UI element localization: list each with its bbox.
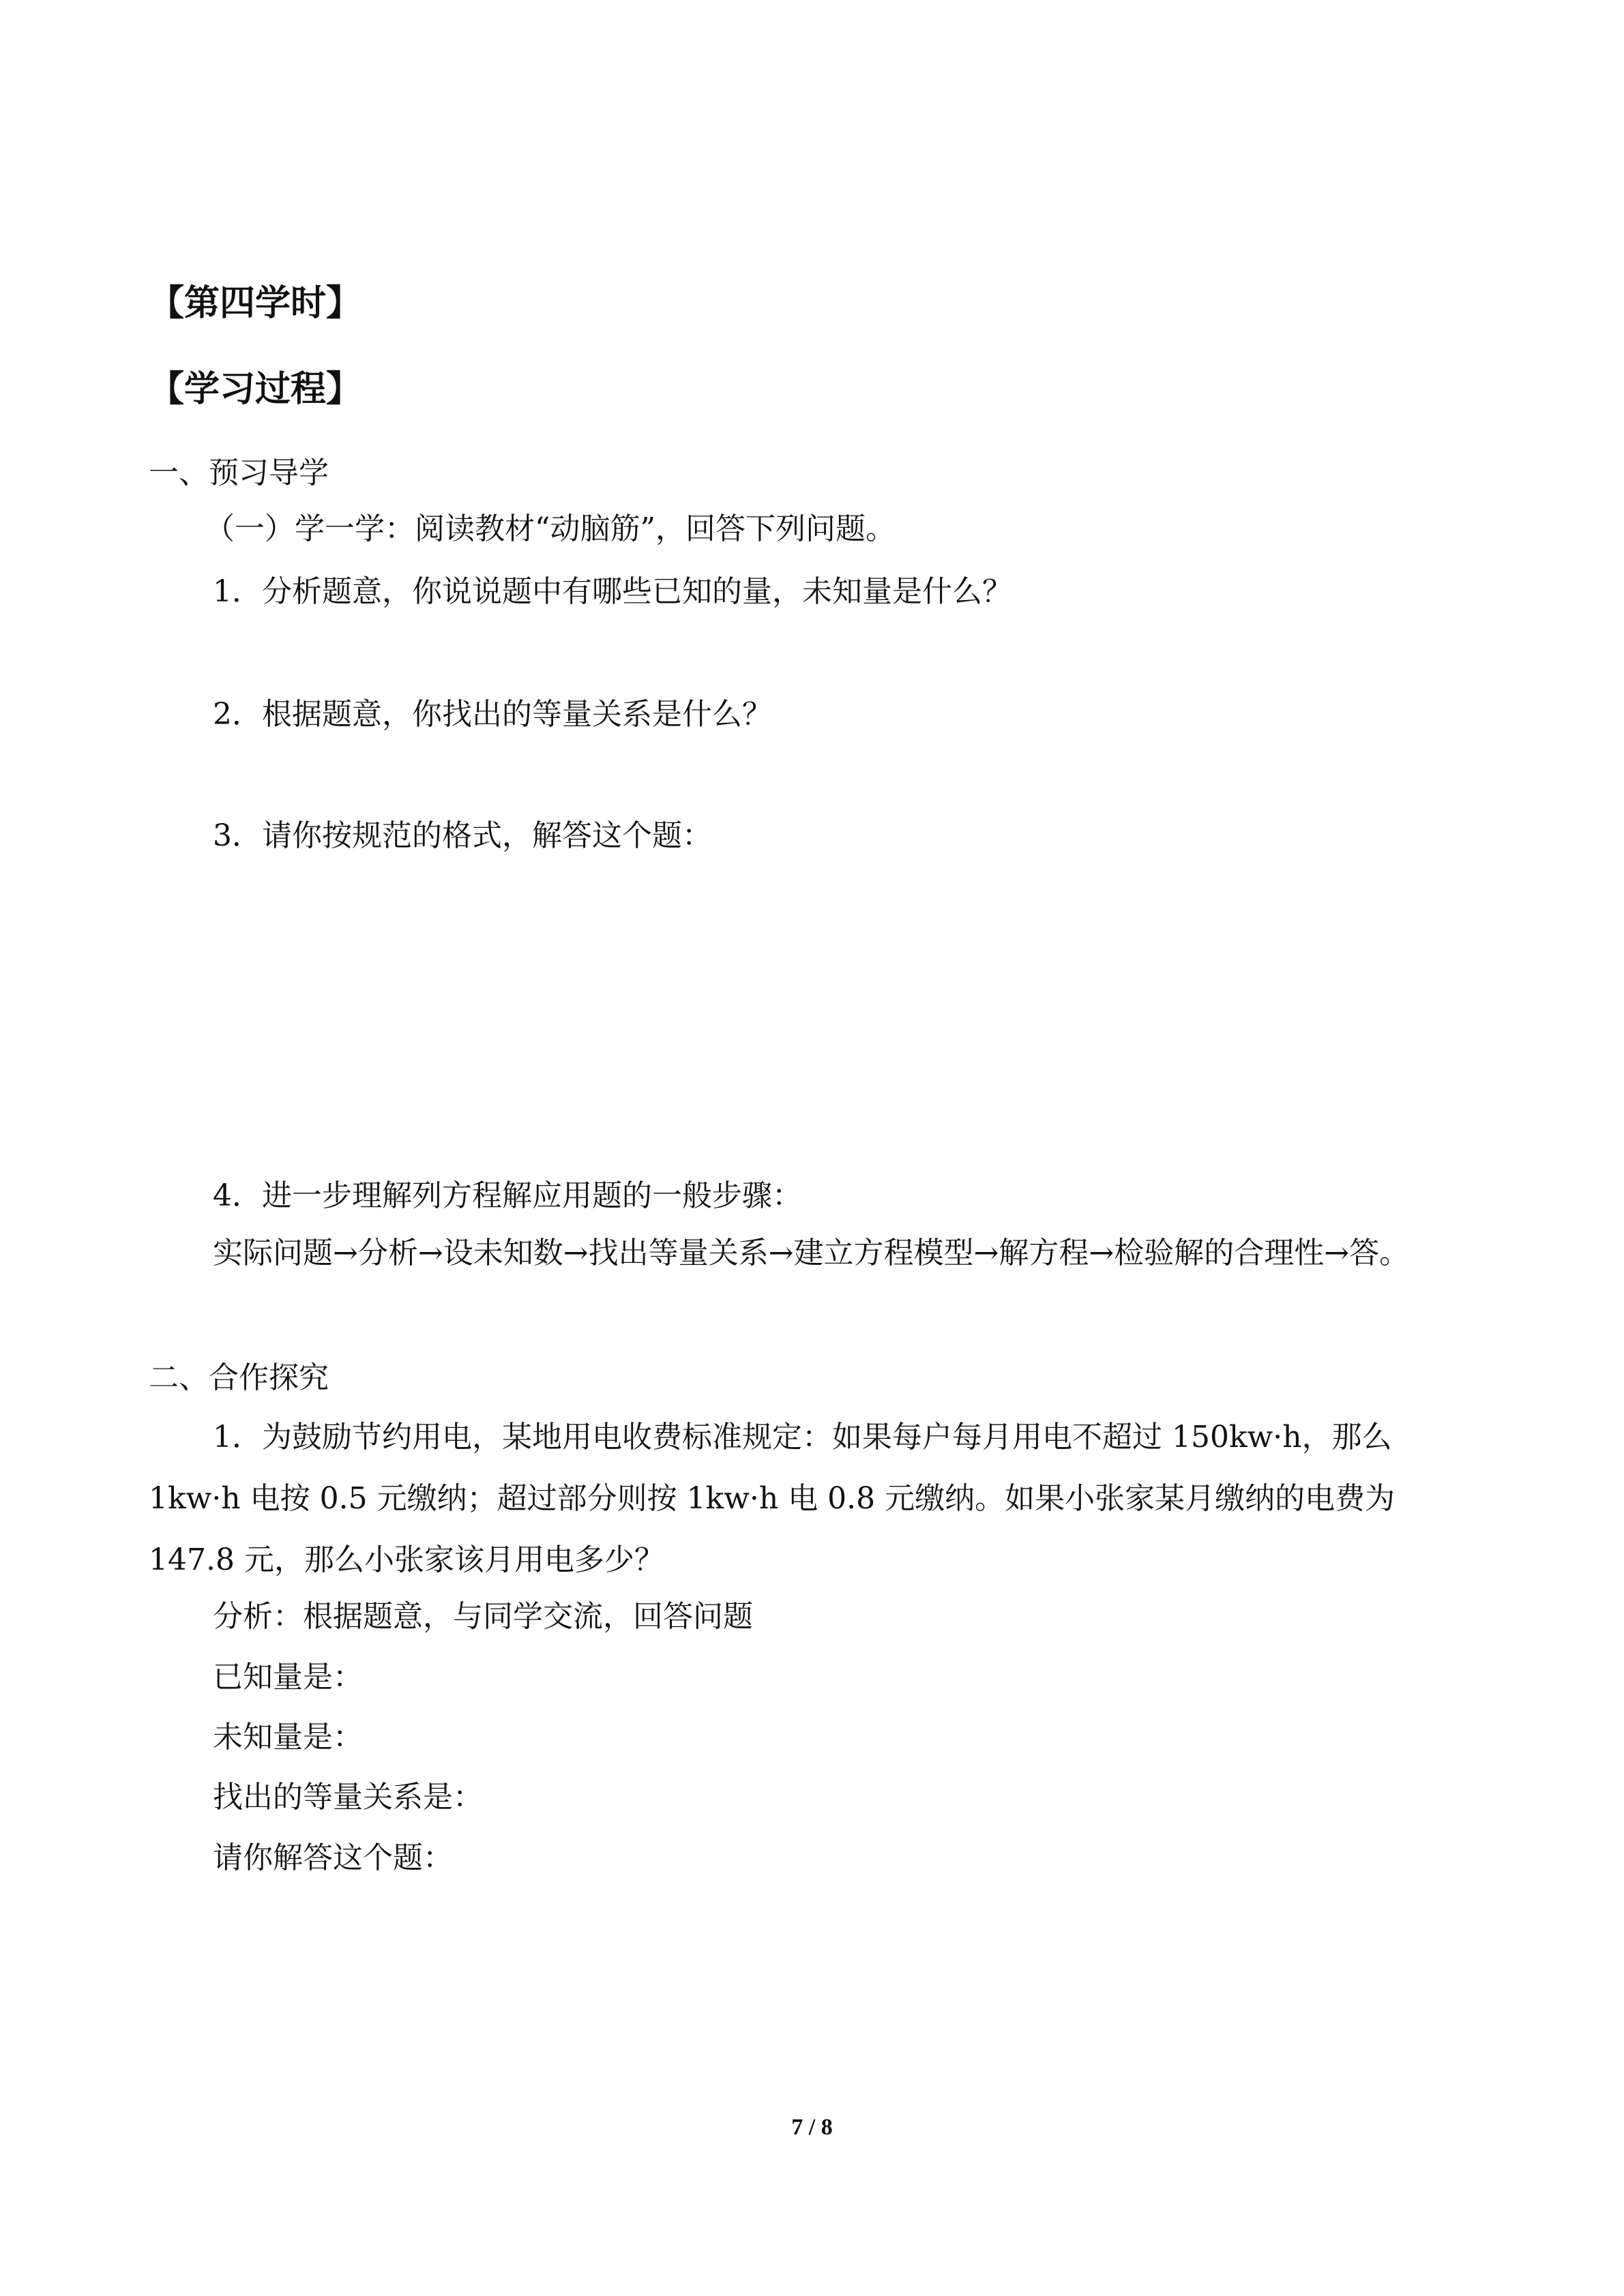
solution-steps: 实际问题→分析→设未知数→找出等量关系→建立方程模型→解方程→检验解的合理性→答。 xyxy=(213,1236,1410,1270)
known-quantities-prompt: 已知量是： xyxy=(213,1660,363,1695)
section-2-title: 二、合作探究 xyxy=(149,1360,329,1395)
unknown-quantities-prompt: 未知量是： xyxy=(213,1720,363,1755)
section-1-sub-heading: （一）学一学：阅读教材“动脑筋”，回答下列问题。 xyxy=(205,511,896,546)
question-1: 1．分析题意，你说说题中有哪些已知的量，未知量是什么？ xyxy=(213,574,1012,609)
question-3: 3．请你按规范的格式，解答这个题： xyxy=(213,818,712,853)
lesson-heading: 【第四学时】 xyxy=(149,283,362,324)
section-1-title: 一、预习导学 xyxy=(149,456,329,490)
equal-relation-prompt: 找出的等量关系是： xyxy=(213,1780,483,1815)
solve-prompt: 请你解答这个题： xyxy=(213,1840,453,1875)
problem-1: 1．为鼓励节约用电，某地用电收费标准规定：如果每户每月用电不超过 150kw·h，那么 1kw·h 电按 0.5 元缴纳；超过部分则按 1kw·h 电 0.8 元缴纳。如果小张家某月缴纳的电费为 147.8 元，那么小张家该月用电多少？ xyxy=(149,1420,1396,1577)
question-2: 2．根据题意，你找出的等量关系是什么？ xyxy=(213,697,772,732)
learning-process-heading: 【学习过程】 xyxy=(149,369,362,410)
page-number: 7 / 8 xyxy=(791,2115,833,2140)
analysis-prompt: 分析：根据题意，与同学交流，回答问题 xyxy=(213,1599,753,1634)
question-4: 4．进一步理解列方程解应用题的一般步骤： xyxy=(213,1178,802,1213)
